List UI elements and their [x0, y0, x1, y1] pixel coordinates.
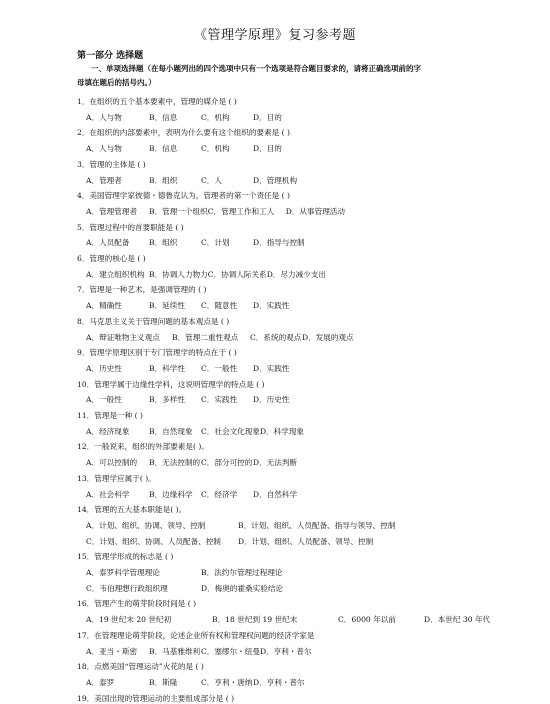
options-row — [86, 394, 289, 405]
question-text: 3．管理的主体是 ( ) — [77, 159, 146, 169]
options-row — [86, 457, 297, 468]
option-text: C．机构 — [201, 144, 230, 154]
option-text: A．一般性 — [86, 395, 122, 405]
option-text: A．社会科学 — [86, 489, 130, 499]
option-text: D．自然科学 — [253, 489, 298, 499]
options-row — [86, 206, 345, 217]
question-text: 7．管理是一种艺术，是强调管理的 ( ) — [77, 285, 207, 295]
option-text: B．组织 — [149, 175, 178, 185]
document-title: 《管理学原理》复习参考题 — [193, 28, 356, 43]
option-text: A．泰罗科学管理理论 — [86, 568, 160, 577]
option-text: D．亨利・普尔 — [259, 646, 312, 656]
option-text: B．科学性 — [149, 363, 185, 373]
option-text: D．从事管理活动 — [285, 206, 345, 216]
instruction-line-1: 一、单项选择题（在每小题列出的四个选项中只有一个选项是符合题目要求的，请将正确选项前的字 — [91, 64, 421, 73]
option-text: C．系统的观点 — [250, 332, 302, 342]
option-text: C．经济学 — [201, 489, 238, 499]
option-text: B．边缘科学 — [149, 489, 193, 499]
options-row — [86, 269, 326, 280]
option-text: D．实践性 — [253, 301, 290, 311]
option-text: B．延续性 — [149, 301, 185, 311]
section-heading: 第一部分 选择题 — [77, 51, 144, 61]
question-text: 6．管理的核心是 ( ) — [77, 254, 146, 263]
option-text: C．一般性 — [201, 363, 238, 373]
instruction-text — [77, 62, 482, 89]
options-row — [86, 143, 282, 154]
option-text: A．建立组织机构 — [86, 269, 145, 279]
option-text: A．人与物 — [86, 112, 122, 122]
question-text: 15．管理学形成的标志是 ( ) — [77, 552, 174, 562]
option-text: C．亨利・唐纳 — [201, 677, 253, 687]
option-text: B．信息 — [149, 144, 178, 154]
option-text: A．经济现象 — [86, 426, 130, 436]
question-text: 18．点燃美国“管理运动”火花的是 ( ) — [77, 662, 204, 672]
option-text: B．斯隆 — [149, 677, 178, 687]
option-text: D．本世纪 30 年代 — [424, 615, 491, 625]
question-text: 11．管理是一种 ( ) — [77, 411, 143, 420]
option-text: C．韦伯理想行政组织理 — [86, 583, 168, 593]
option-text: B．管理一个组织 — [149, 206, 208, 216]
question-text: 1．在组织的五个基本要素中，管理的媒介是 ( ) — [77, 97, 237, 106]
options-row — [86, 426, 304, 437]
question-text: 16．管理产生的萌芽阶段时间是 ( ) — [77, 599, 197, 609]
question-text: 5．管理过程中的首要职能是 ( ) — [77, 222, 184, 232]
option-text: C．机构 — [201, 112, 230, 122]
option-text: B．组织 — [149, 238, 178, 248]
option-text: A．管理者 — [86, 175, 122, 185]
option-text: A．泰罗 — [86, 677, 115, 687]
options-row — [86, 536, 373, 547]
option-text: B．自然现象 — [149, 426, 193, 436]
question-text: 2．在组织的内部要素中，表明为什么要有这个组织的要素是 ( ) — [77, 128, 291, 138]
option-text: C．6000 年以前 — [338, 615, 396, 625]
option-text: B．马基雅维利 — [149, 646, 201, 656]
options-row — [86, 237, 305, 248]
options-row — [86, 112, 282, 123]
question-text: 9．管理学原理区别于专门管理学的特点在于 ( ) — [77, 348, 237, 358]
option-text: D．历史性 — [253, 395, 290, 405]
option-text: B．计划、组织、人员配备、指导与领导、控制 — [238, 520, 396, 530]
option-text: D．管理机构 — [253, 175, 298, 185]
option-text: D．发展的观点 — [302, 332, 354, 342]
option-text: D．梅奥的霍桑实验结论 — [201, 583, 284, 593]
option-text: D．实践性 — [253, 363, 290, 373]
question-text: 19．美国出现的管理运动的主要组成部分是 ( ) — [77, 693, 235, 703]
option-text: D．科学现象 — [259, 426, 305, 436]
question-text: 13．管理学应属于( )。 — [77, 473, 156, 483]
option-text: A．计划、组织、协调、领导、控制 — [86, 520, 206, 530]
option-text: A．可以控制的 — [86, 458, 138, 468]
options-row — [86, 332, 354, 343]
options-row — [86, 614, 490, 625]
question-text: 8．马克思主义关于管理问题的基本观点是 ( ) — [77, 316, 230, 326]
options-row — [86, 175, 297, 186]
option-text: B．法约尔管理过程理论 — [201, 568, 283, 577]
instruction-line-2: 母填在题后的括号内。） — [77, 77, 156, 87]
option-text: A．亚当・斯密 — [86, 646, 138, 656]
options-row — [86, 300, 289, 311]
option-text: A．管理管理者 — [86, 206, 138, 216]
option-text: D．目的 — [253, 144, 282, 154]
option-text: B．多样性 — [149, 395, 185, 405]
option-text: A．人与物 — [86, 144, 122, 154]
option-text: D．亨利・普尔 — [253, 677, 305, 687]
option-text: C．协调人际关系 — [207, 269, 267, 279]
option-text: C．计划、组织、协调、人员配备、控制 — [86, 536, 221, 546]
question-text: 17．在管理理论萌芽阶段，论述企业所有权和管理权问题的经济学家是 — [77, 630, 315, 640]
option-text: B．信息 — [149, 112, 178, 122]
option-text: A．人员配备 — [86, 238, 130, 248]
option-text: D．计划、组织、人员配备、领导、控制 — [238, 536, 374, 546]
option-text: C．社会文化现象 — [201, 426, 260, 436]
options-row — [86, 489, 297, 500]
options-row — [86, 520, 395, 531]
option-text: A．19 世纪末 20 世纪初 — [86, 615, 172, 625]
options-row — [86, 567, 283, 578]
question-text: 14．管理的五大基本职能是( )。 — [77, 505, 187, 515]
option-text: A．历史性 — [86, 363, 122, 373]
option-text: C．随意性 — [201, 301, 238, 311]
option-text: D．尽力减少支出 — [266, 269, 326, 279]
option-text: C．人 — [201, 175, 222, 185]
option-text: C．管理工作和工人 — [207, 206, 275, 216]
option-text: D．目的 — [253, 112, 282, 122]
option-text: B．管理二重性观点 — [172, 332, 239, 342]
option-text: A．辩证唯物主义观点 — [86, 332, 160, 342]
option-text: A．精确性 — [86, 301, 122, 311]
option-text: B．18 世纪到 19 世纪末 — [212, 615, 298, 625]
options-row — [86, 583, 283, 594]
options-row — [86, 363, 289, 374]
option-text: C．计划 — [201, 238, 230, 248]
option-text: C．塞缪尔・纽曼 — [201, 646, 260, 656]
option-text: C．实践性 — [201, 395, 238, 405]
question-text: 12．一般说来，组织的外部要素是( )。 — [77, 442, 209, 452]
option-text: D．无法判断 — [253, 458, 298, 468]
option-text: D．指导与控制 — [253, 238, 305, 248]
options-row — [86, 646, 312, 657]
option-text: C．部分可控的 — [201, 458, 253, 468]
options-row — [86, 677, 305, 688]
question-text: 10．管理学属于边缘性学科，这说明管理学的特点是 ( ) — [77, 379, 265, 389]
option-text: B．无法控制的 — [149, 458, 201, 468]
option-text: B．协调人力物力 — [149, 269, 208, 279]
question-text: 4．美国管理学家彼德・德鲁克认为，管理者的第一个责任是 ( ) — [77, 191, 291, 201]
